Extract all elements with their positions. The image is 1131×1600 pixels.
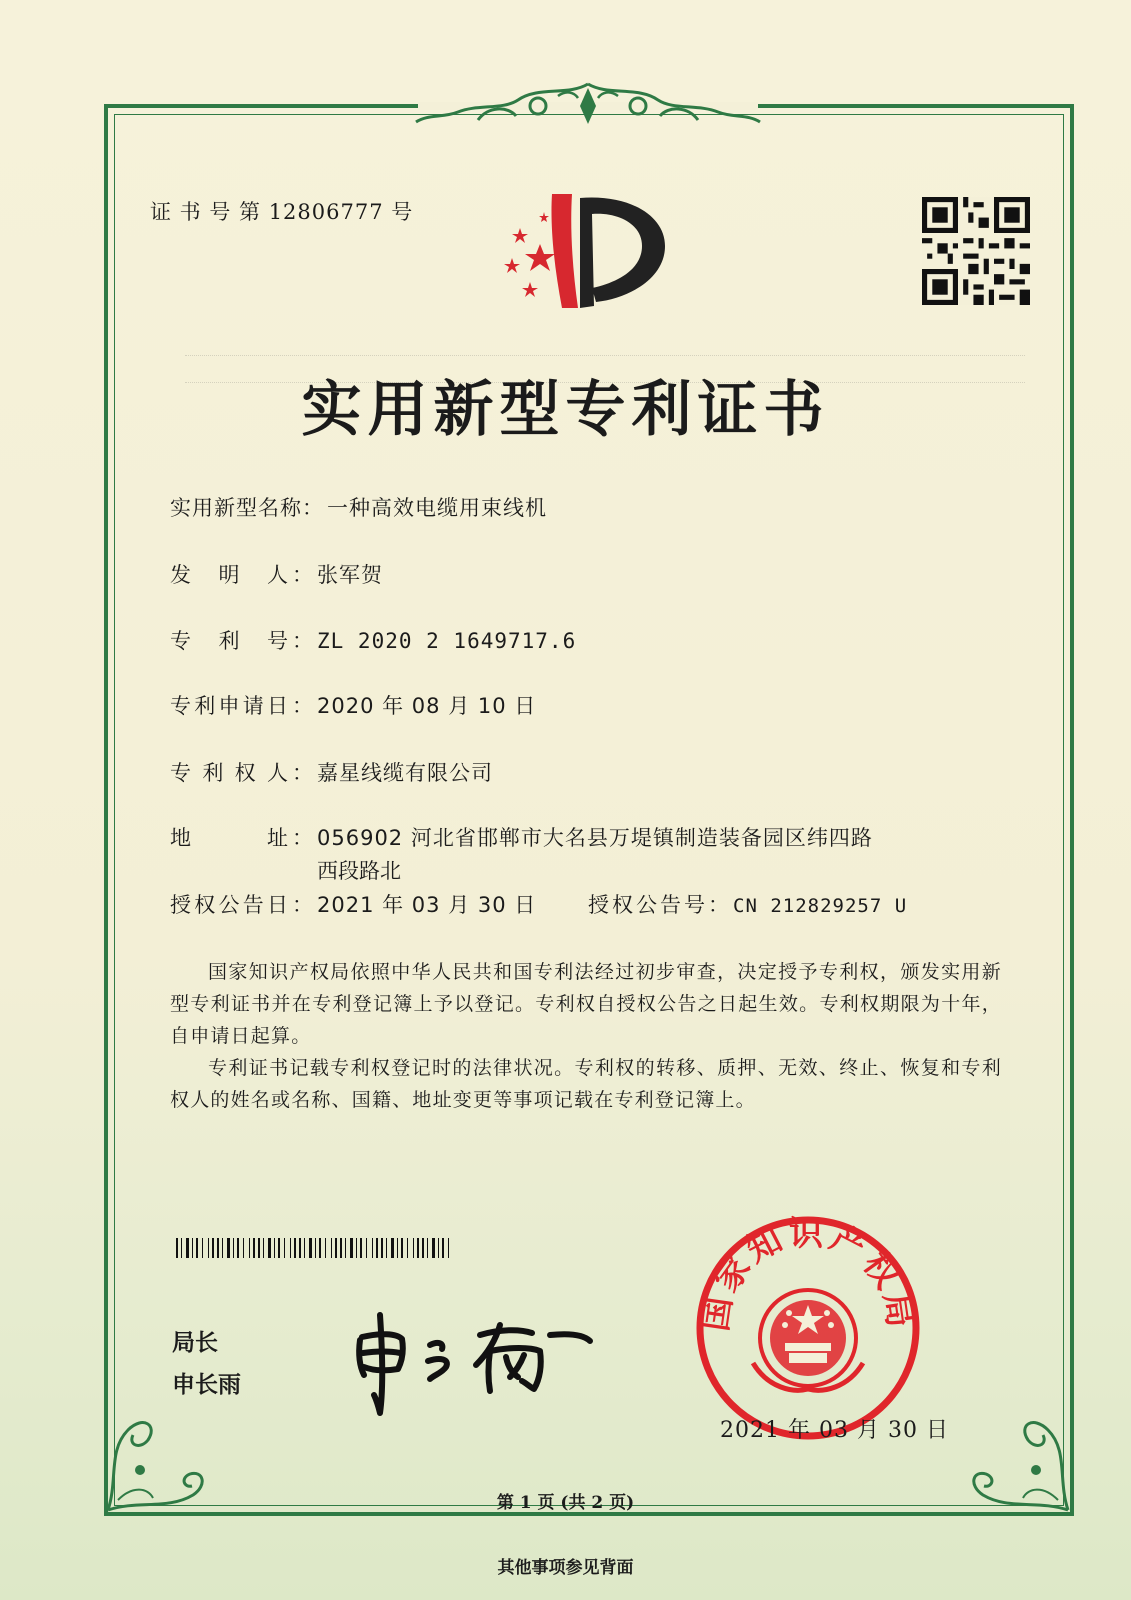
- field-grant-date: 授 权 公 告 日 ： 2021 年 03 月 30 日: [170, 889, 536, 919]
- barcode-bar: [448, 1238, 449, 1258]
- field-filing-date: 专 利 申 请 日 ： 2020 年 08 月 10 日: [170, 690, 536, 720]
- barcode-bar: [335, 1238, 337, 1258]
- barcode-bar: [319, 1238, 321, 1258]
- official-seal-icon: [693, 1213, 923, 1443]
- barcode-bar: [397, 1238, 398, 1258]
- barcode-bar: [376, 1238, 378, 1258]
- barcode-bar: [413, 1238, 414, 1258]
- barcode-bar: [274, 1238, 275, 1258]
- field-value: ZL 2020 2 1649717.6: [317, 629, 577, 653]
- barcode-bar: [401, 1238, 403, 1258]
- barcode-bar: [217, 1238, 219, 1258]
- barcode-bar: [278, 1238, 280, 1258]
- legal-paragraph-1: 国家知识产权局依照中华人民共和国专利法经过初步审查，决定授予专利权，颁发实用新型专利证书并在专利登记簿上予以登记。专利权自授权公告之日起生效。专利权期限为十年，自申请日起算。: [170, 961, 1002, 1047]
- director-name: 申长雨: [172, 1372, 241, 1398]
- field-value: 2020 年 08 月 10 日: [317, 694, 537, 718]
- barcode-bar: [233, 1238, 234, 1258]
- barcode-bar: [391, 1238, 394, 1258]
- director-block: [172, 1322, 241, 1406]
- barcode-bar: [243, 1238, 244, 1258]
- field-label: 地 址: [170, 826, 288, 850]
- barcode-bar: [258, 1238, 260, 1258]
- barcode-bar: [350, 1238, 353, 1258]
- barcode-bar: [417, 1238, 419, 1258]
- barcode-bar: [315, 1238, 316, 1258]
- field-label: 授权公告号: [588, 893, 708, 917]
- footer-note: 其他事项参见背面: [497, 1558, 634, 1578]
- barcode-bar: [263, 1238, 264, 1258]
- field-label: 发 明 人: [170, 563, 288, 587]
- barcode-bar: [340, 1238, 342, 1258]
- barcode-bar: [237, 1238, 239, 1258]
- barcode-bar: [345, 1238, 346, 1258]
- field-label: 专 利 申 请 日: [170, 694, 288, 718]
- field-utility-model-name: 实用新型名称： 一种高效电缆用束线机: [170, 496, 547, 520]
- qr-code-icon: [922, 197, 1030, 305]
- field-value: 嘉星线缆有限公司: [317, 761, 493, 785]
- barcode-bar: [222, 1238, 223, 1258]
- field-label: 授 权 公 告 日: [170, 893, 288, 917]
- svg-text:国家知识产权局: 国家知识产权局: [695, 1214, 921, 1334]
- seal-date: 2021 年 03 月 30 日: [720, 1418, 949, 1443]
- certificate-number: 证 书 号 第 12806777 号: [150, 200, 414, 224]
- barcode-bar: [253, 1238, 255, 1258]
- barcode-bar: [249, 1238, 250, 1258]
- barcode-bar: [268, 1238, 271, 1258]
- barcode-bar: [212, 1238, 214, 1258]
- field-value: 一种高效电缆用束线机: [327, 496, 547, 520]
- field-label: 实用新型名称: [170, 496, 302, 520]
- top-ornament-icon: [408, 76, 768, 136]
- barcode-bar: [227, 1238, 230, 1258]
- barcode-bar: [325, 1238, 326, 1258]
- barcode-icon: [176, 1238, 454, 1258]
- barcode-bar: [422, 1238, 424, 1258]
- field-address: 地 址 ： 056902 河北省邯郸市大名县万堤镇制造装备园区纬四路: [170, 822, 873, 852]
- barcode-bar: [290, 1238, 291, 1258]
- barcode-bar: [299, 1238, 301, 1258]
- field-patentee: 专 利 权 人 ： 嘉星线缆有限公司: [170, 757, 493, 787]
- field-value: 056902 河北省邯郸市大名县万堤镇制造装备园区纬四路: [317, 826, 873, 850]
- barcode-bar: [304, 1238, 305, 1258]
- barcode-bar: [186, 1238, 189, 1258]
- barcode-bar: [192, 1238, 193, 1258]
- barcode-bar: [427, 1238, 428, 1258]
- barcode-bar: [202, 1238, 203, 1258]
- barcode-bar: [366, 1238, 367, 1258]
- address-line-2: 西段路北: [317, 859, 401, 883]
- field-grant-number: 授权公告号： CN 212829257 U: [588, 893, 908, 917]
- field-value: 2021 年 03 月 30 日: [317, 893, 537, 917]
- barcode-bar: [432, 1238, 435, 1258]
- field-value: 张军贺: [317, 563, 383, 587]
- director-title: 局长: [172, 1330, 218, 1356]
- barcode-bar: [294, 1238, 296, 1258]
- barcode-bar: [438, 1238, 439, 1258]
- barcode-bar: [181, 1238, 182, 1258]
- barcode-bar: [196, 1238, 198, 1258]
- barcode-bar: [372, 1238, 373, 1258]
- barcode-bar: [208, 1238, 209, 1258]
- page-indicator: 第 1 页 (共 2 页): [496, 1493, 635, 1513]
- barcode-bar: [386, 1238, 387, 1258]
- patent-office-logo-icon: [500, 186, 670, 316]
- signature-icon: [350, 1295, 600, 1425]
- barcode-bar: [309, 1238, 312, 1258]
- barcode-bar: [360, 1238, 362, 1258]
- legal-paragraph-2: 专利证书记载专利权登记时的法律状况。专利权的转移、质押、无效、终止、恢复和专利权人的姓名或名称、国籍、地址变更等事项记载在专利登记簿上。: [170, 1057, 1002, 1111]
- field-label: 专 利 号: [170, 629, 288, 653]
- barcode-bar: [331, 1238, 332, 1258]
- barcode-bar: [284, 1238, 285, 1258]
- barcode-bar: [176, 1238, 178, 1258]
- barcode-bar: [381, 1238, 383, 1258]
- field-inventor: 发 明 人 ： 张军贺: [170, 559, 383, 589]
- field-patent-number: 专 利 号 ： ZL 2020 2 1649717.6: [170, 625, 576, 655]
- barcode-bar: [356, 1238, 357, 1258]
- barcode-bar: [407, 1238, 408, 1258]
- barcode-bar: [442, 1238, 444, 1258]
- page-title: 实用新型专利证书: [301, 375, 830, 445]
- field-label: 专 利 权 人: [170, 761, 288, 785]
- field-value: CN 212829257 U: [733, 895, 908, 917]
